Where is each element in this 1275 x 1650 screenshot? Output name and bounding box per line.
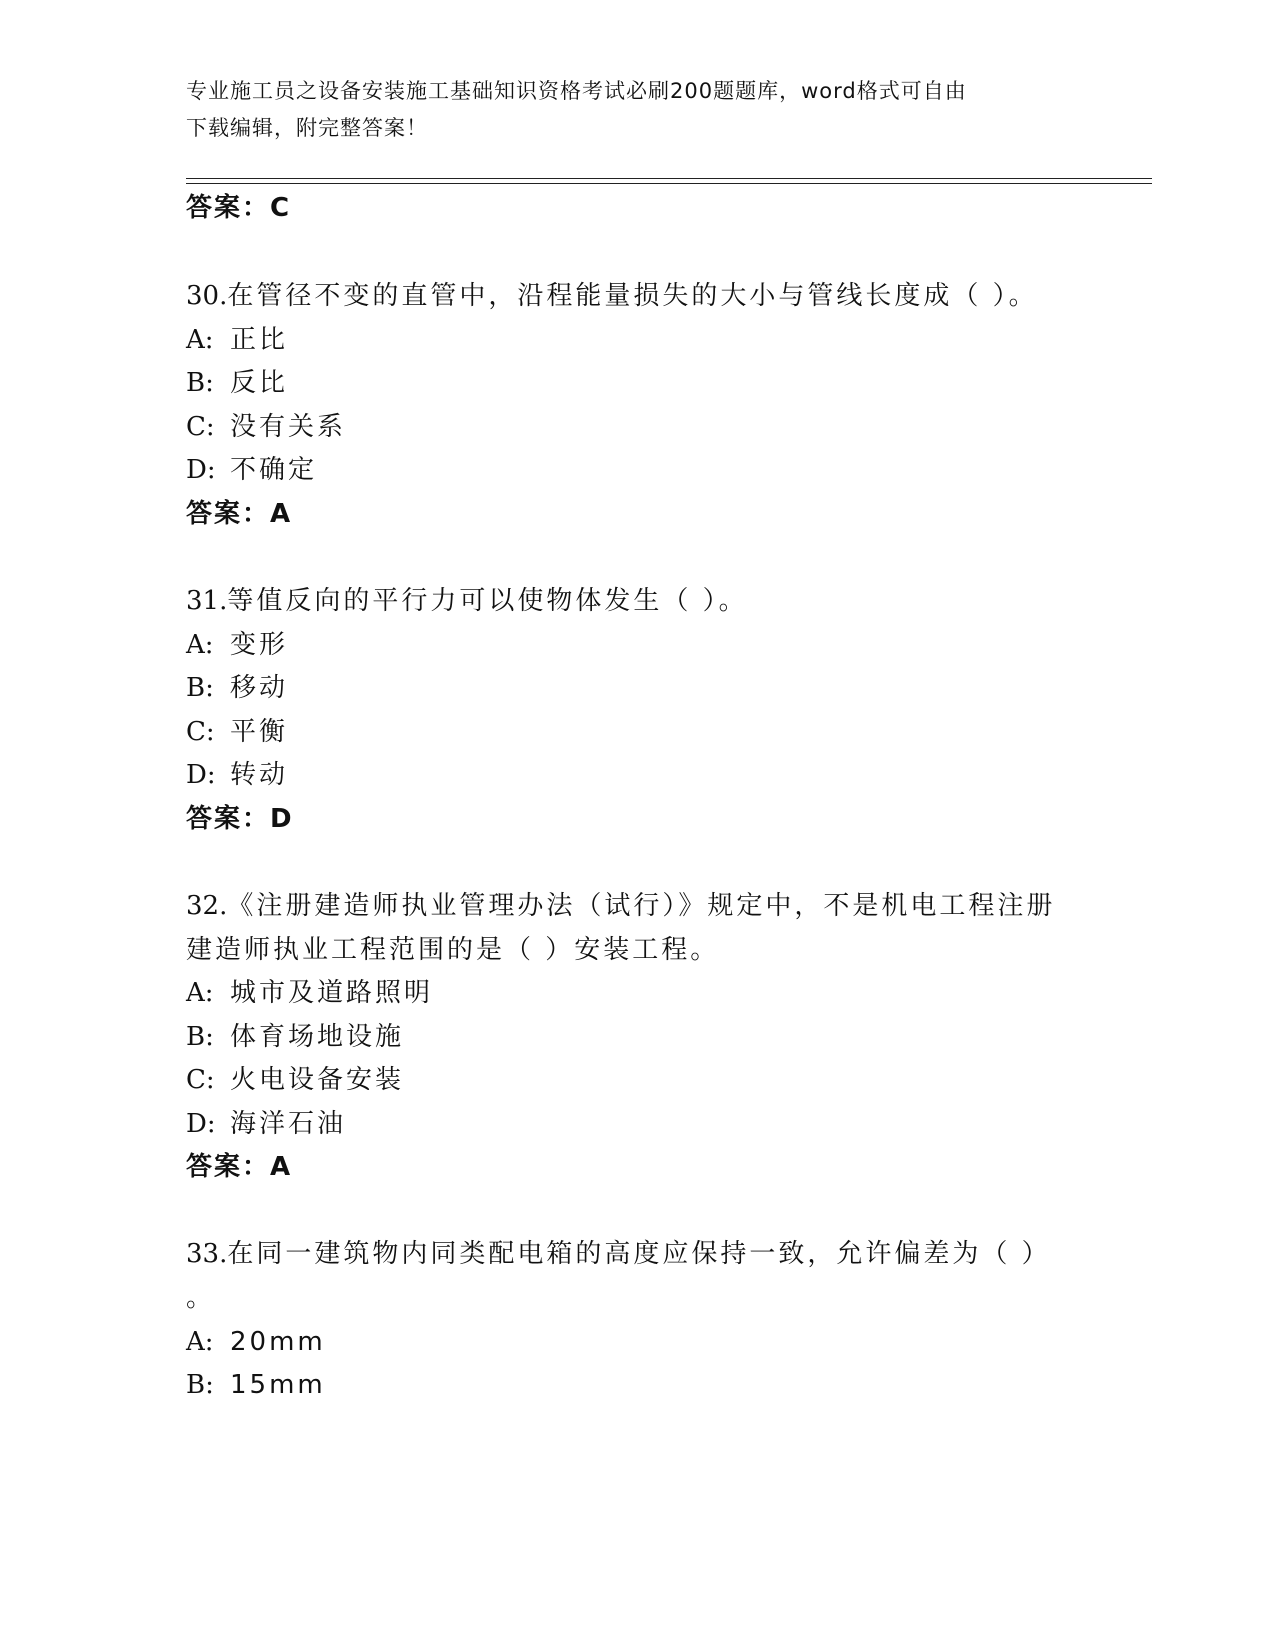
document-header <box>186 73 1066 147</box>
question-30-option-d: D: 不确定 <box>186 455 318 485</box>
header-line-1: 专业施工员之设备安装施工基础知识资格考试必刷200题题库，word格式可自由 <box>186 79 967 103</box>
question-32-answer: 答案：A <box>186 1152 293 1182</box>
question-31-stem <box>186 584 748 618</box>
question-number: 31. <box>186 586 228 616</box>
question-31-option-c: C: 平衡 <box>186 717 289 747</box>
question-30-option-a: A: 正比 <box>186 325 289 355</box>
question-33-stem-continued: 。 <box>186 1283 216 1313</box>
header-divider-top <box>186 178 1152 179</box>
question-number: 32. <box>186 891 228 921</box>
question-30-option-c: C: 没有关系 <box>186 412 347 442</box>
question-30-answer: 答案：A <box>186 499 293 529</box>
question-33-option-a: A: 20mm <box>186 1327 326 1357</box>
header-divider-bottom <box>186 183 1152 184</box>
question-text: 在管径不变的直管中，沿程能量损失的大小与管线长度成（ ）。 <box>227 281 1038 311</box>
question-32-option-d: D: 海洋石油 <box>186 1109 347 1139</box>
question-32-option-c: C: 火电设备安装 <box>186 1065 405 1095</box>
question-31-answer: 答案：D <box>186 804 294 834</box>
question-number: 30. <box>186 281 228 311</box>
previous-answer: 答案：C <box>186 193 292 223</box>
question-32-stem <box>186 889 1055 923</box>
question-32-option-a: A: 城市及道路照明 <box>186 978 434 1008</box>
question-text: 《注册建造师执业管理办法（试行）》规定中，不是机电工程注册 <box>227 891 1056 921</box>
question-32-option-b: B: 体育场地设施 <box>186 1022 405 1052</box>
question-31-option-d: D: 转动 <box>186 760 289 790</box>
question-number: 33. <box>186 1239 228 1269</box>
question-31-option-b: B: 移动 <box>186 673 289 703</box>
question-32-stem-continued: 建造师执业工程范围的是（ ）安装工程。 <box>186 935 720 965</box>
question-text: 在同一建筑物内同类配电箱的高度应保持一致，允许偏差为（ ） <box>227 1239 1051 1269</box>
question-30-stem <box>186 279 1038 313</box>
question-33-option-b: B: 15mm <box>186 1370 326 1400</box>
question-30-option-b: B: 反比 <box>186 368 289 398</box>
header-line-2: 下载编辑，附完整答案！ <box>186 116 428 140</box>
question-31-option-a: A: 变形 <box>186 630 289 660</box>
question-text: 等值反向的平行力可以使物体发生（ ）。 <box>227 586 748 616</box>
question-33-stem <box>186 1237 1051 1271</box>
